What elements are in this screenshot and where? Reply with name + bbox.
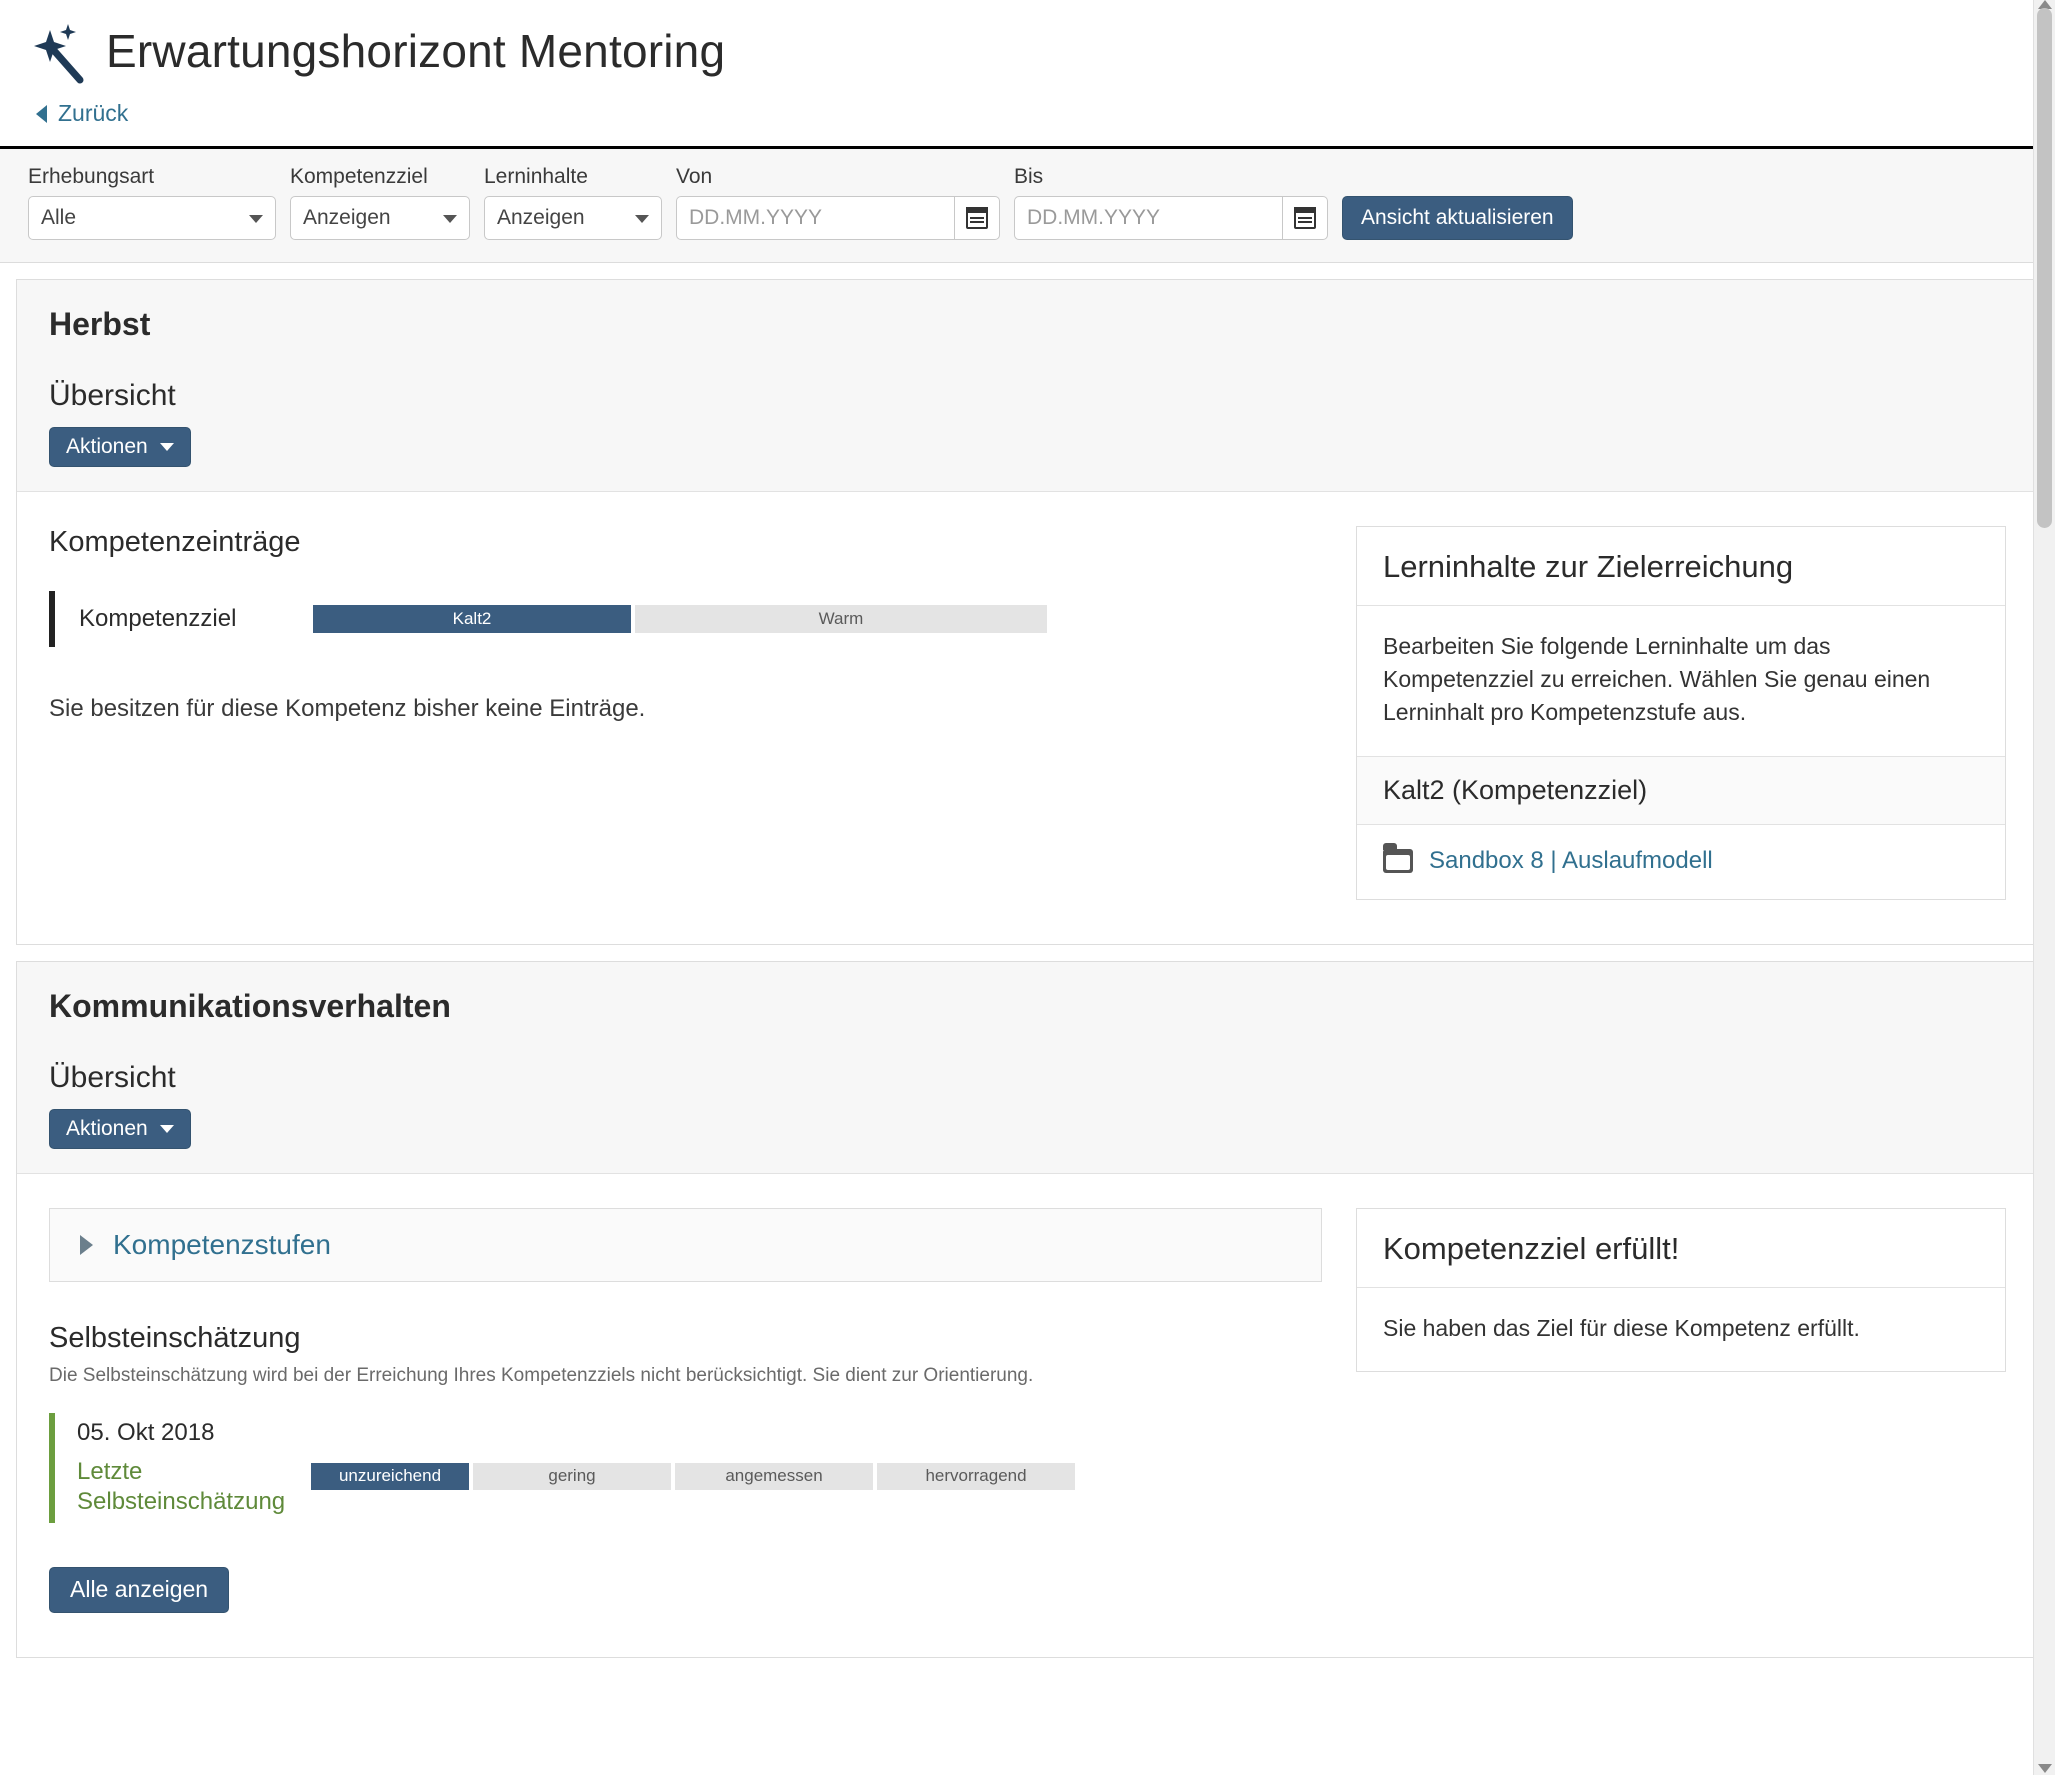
kompetenzeintraege-heading: Kompetenzeinträge bbox=[49, 525, 301, 558]
lerninhalte-card-link-row bbox=[1357, 825, 2005, 899]
panel-herbst-head bbox=[17, 280, 2038, 492]
lerninhalte-card bbox=[1356, 526, 2006, 900]
label-erhebungsart: Erhebungsart bbox=[28, 164, 155, 188]
selbsteinschaetzung-note: Die Selbsteinschätzung wird bei der Erreichung Ihres Kompetenzziels nicht berücksichtigt. Sie dient zur Orientierung. bbox=[49, 1364, 1034, 1386]
lerninhalte-card-section-title: Kalt2 (Kompetenzziel) bbox=[1357, 756, 2005, 825]
select-wrap-erhebungsart bbox=[28, 196, 276, 240]
scroll-down-arrow-icon[interactable] bbox=[2038, 1764, 2052, 1773]
lerninhalte-card-head bbox=[1357, 527, 2005, 606]
no-entries-note: Sie besitzen für diese Kompetenz bisher keine Einträge. bbox=[49, 694, 646, 722]
chevron-left-icon bbox=[36, 105, 47, 123]
chevron-down-icon bbox=[160, 1125, 174, 1133]
panel-herbst-right bbox=[1356, 526, 2006, 900]
segment-hervorragend[interactable]: hervorragend bbox=[877, 1463, 1075, 1490]
lerninhalte-card-body: Bearbeiten Sie folgende Lerninhalte um das Kompetenzziel zu erreichen. Wählen Sie genau einen Lerninhalt pro Kompetenzstufe aus. bbox=[1383, 632, 1931, 726]
calendar-icon bbox=[966, 207, 988, 229]
date-group-bis bbox=[1014, 196, 1328, 240]
panel-komm-head bbox=[17, 962, 2038, 1174]
label-kompetenzziel: Kompetenzziel bbox=[290, 164, 428, 188]
kompetenzstufen-label: Kompetenzstufen bbox=[113, 1228, 331, 1260]
select-kompetenzziel[interactable] bbox=[290, 196, 470, 240]
kompetenzziel-card-body: Sie haben das Ziel für diese Kompetenz erfüllt. bbox=[1383, 1314, 1860, 1341]
competence-segment-track bbox=[313, 605, 1133, 633]
select-lerninhalte[interactable] bbox=[484, 196, 662, 240]
lerninhalte-card-title: Lerninhalte zur Zielerreichung bbox=[1383, 548, 1794, 584]
panel-komm-left bbox=[49, 1208, 1322, 1613]
select-erhebungsart[interactable] bbox=[28, 196, 276, 240]
back-link-label: Zurück bbox=[58, 100, 129, 126]
panel-herbst-left bbox=[49, 526, 1322, 723]
actions-button-herbst-label: Aktionen bbox=[66, 434, 148, 458]
segment-kalt2[interactable]: Kalt2 bbox=[313, 605, 631, 633]
panel-komm-right bbox=[1356, 1208, 2006, 1372]
calendar-button-bis[interactable] bbox=[1282, 196, 1328, 240]
entry-kind: Letzte Selbsteinschätzung bbox=[77, 1457, 286, 1515]
selbsteinschaetzung-segment-track bbox=[311, 1463, 1131, 1490]
page-title: Erwartungshorizont Mentoring bbox=[106, 24, 726, 77]
scrollbar-thumb[interactable] bbox=[2037, 8, 2052, 528]
app-header bbox=[0, 0, 2055, 94]
actions-button-komm-label: Aktionen bbox=[66, 1116, 148, 1140]
select-wrap-kompetenzziel bbox=[290, 196, 470, 240]
field-erhebungsart bbox=[28, 165, 276, 240]
entry-meta bbox=[77, 1418, 286, 1517]
select-wrap-lerninhalte bbox=[484, 196, 662, 240]
label-bis: Bis bbox=[1014, 164, 1044, 188]
competence-bar-label: Kompetenzziel bbox=[79, 604, 237, 632]
show-all-button[interactable]: Alle anzeigen bbox=[49, 1567, 229, 1613]
panel-komm-title: Kommunikationsverhalten bbox=[49, 987, 451, 1024]
kompetenzstufen-collapse[interactable] bbox=[49, 1208, 1322, 1282]
actions-button-komm[interactable] bbox=[49, 1109, 191, 1149]
date-input-bis[interactable] bbox=[1014, 196, 1282, 240]
panel-kommunikationsverhalten bbox=[16, 961, 2039, 1658]
segment-gering[interactable]: gering bbox=[473, 1463, 671, 1490]
back-row bbox=[0, 94, 2055, 146]
entry-date: 05. Okt 2018 bbox=[77, 1418, 215, 1446]
kompetenzziel-erfuellt-card bbox=[1356, 1208, 2006, 1372]
lerninhalt-link[interactable]: Sandbox 8 | Auslaufmodell bbox=[1429, 846, 1713, 874]
panel-komm-body bbox=[17, 1174, 2038, 1657]
field-kompetenzziel bbox=[290, 165, 470, 240]
panel-herbst bbox=[16, 279, 2039, 945]
magic-wand-icon bbox=[28, 18, 86, 84]
segment-angemessen[interactable]: angemessen bbox=[675, 1463, 873, 1490]
date-group-von bbox=[676, 196, 1000, 240]
chevron-right-icon bbox=[80, 1235, 93, 1255]
segment-warm[interactable]: Warm bbox=[635, 605, 1047, 633]
vertical-scrollbar[interactable] bbox=[2033, 0, 2055, 1775]
calendar-button-von[interactable] bbox=[954, 196, 1000, 240]
label-lerninhalte: Lerninhalte bbox=[484, 164, 588, 188]
calendar-icon bbox=[1294, 207, 1316, 229]
selbsteinschaetzung-entry bbox=[49, 1413, 1322, 1523]
segment-unzureichend[interactable]: unzureichend bbox=[311, 1463, 469, 1490]
label-von: Von bbox=[676, 164, 713, 188]
panel-herbst-subtitle: Übersicht bbox=[49, 378, 176, 412]
selbsteinschaetzung-heading: Selbsteinschätzung bbox=[49, 1321, 301, 1354]
kompetenzziel-card-title: Kompetenzziel erfüllt! bbox=[1383, 1230, 1680, 1266]
field-bis bbox=[1014, 165, 1328, 240]
panel-herbst-title: Herbst bbox=[49, 305, 151, 342]
field-von bbox=[676, 165, 1000, 240]
field-lerninhalte bbox=[484, 165, 662, 240]
panel-komm-subtitle: Übersicht bbox=[49, 1060, 176, 1094]
chevron-down-icon bbox=[160, 443, 174, 451]
date-input-von[interactable] bbox=[676, 196, 954, 240]
update-view-button[interactable]: Ansicht aktualisieren bbox=[1342, 196, 1573, 240]
kompetenzziel-card-head bbox=[1357, 1209, 2005, 1288]
filter-bar bbox=[0, 149, 2055, 263]
back-link[interactable] bbox=[36, 100, 128, 127]
panel-herbst-body bbox=[17, 492, 2038, 944]
folder-icon bbox=[1383, 849, 1413, 873]
competence-bar-row bbox=[49, 591, 1322, 647]
actions-button-herbst[interactable] bbox=[49, 427, 191, 467]
